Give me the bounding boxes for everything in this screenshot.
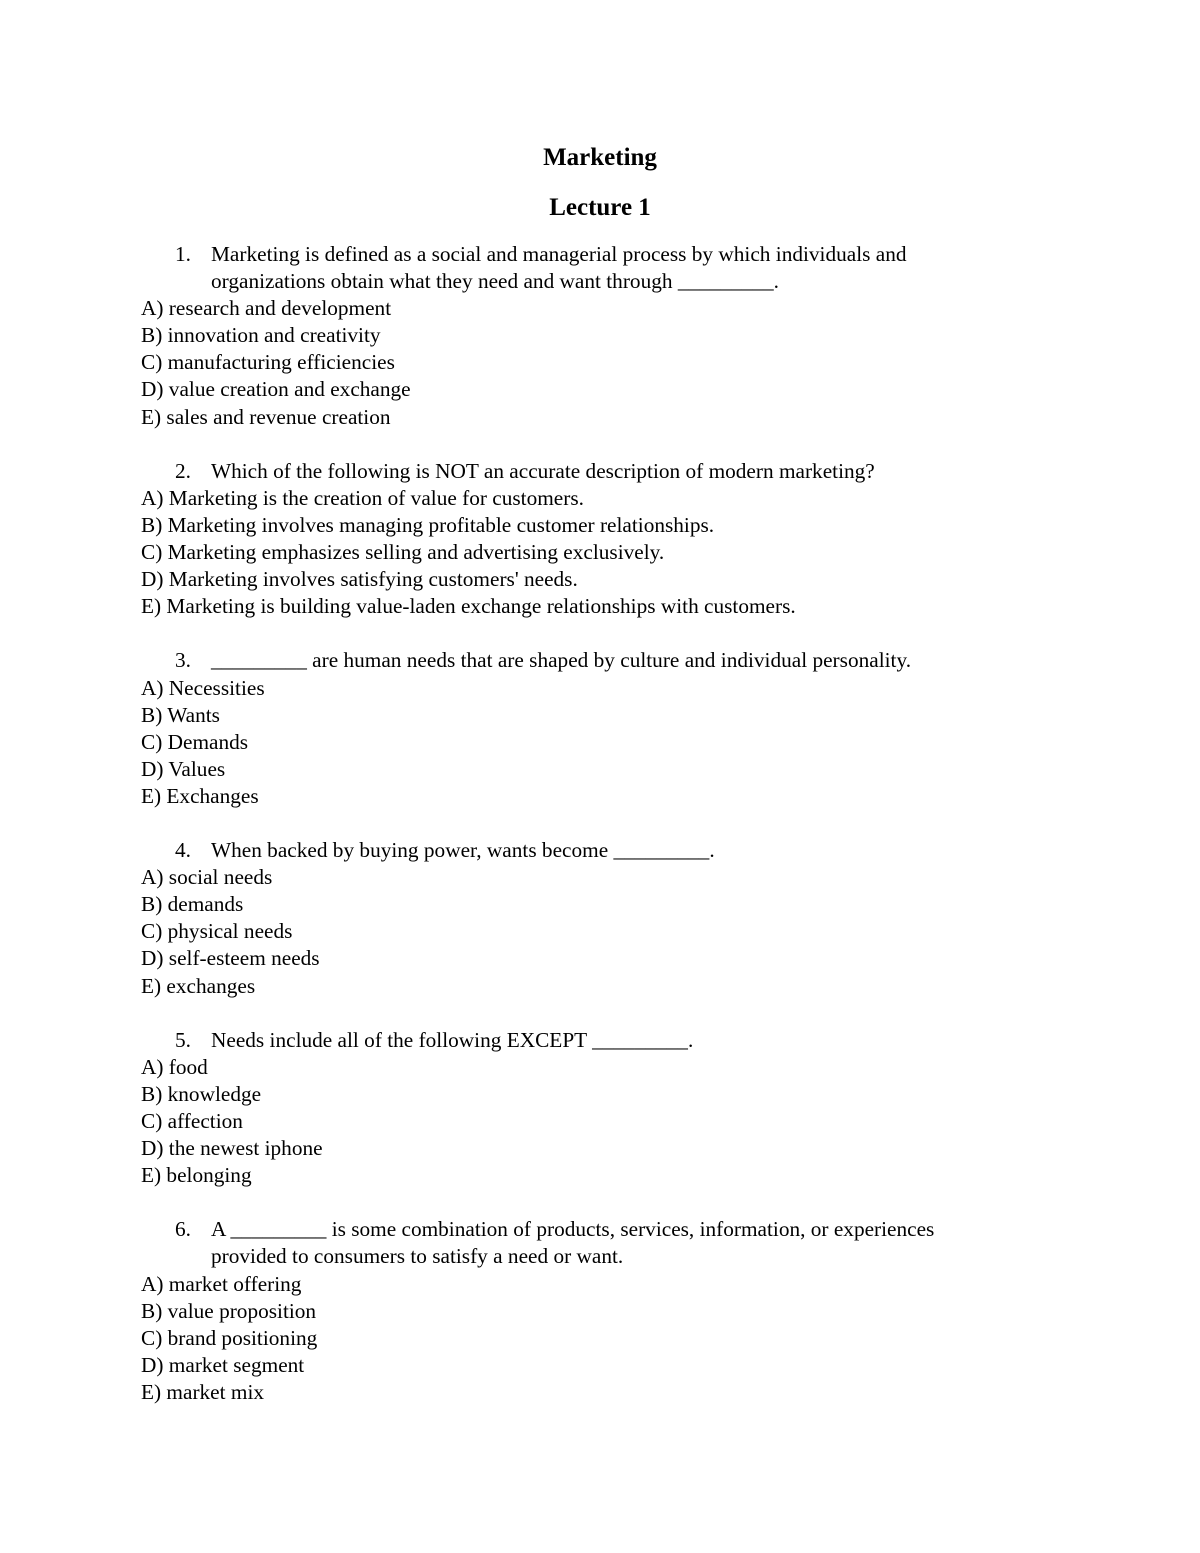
question-text-line: provided to consumers to satisfy a need or want. — [211, 1244, 624, 1269]
answer-option-a: A) market offering — [141, 1271, 302, 1296]
answer-option-b: B) demands — [141, 892, 244, 917]
answer-option-a: A) social needs — [141, 865, 273, 890]
question-text-line: Needs include all of the following EXCEPT _________. — [211, 1027, 694, 1052]
answer-option-c: C) physical needs — [141, 919, 293, 944]
answer-option-b: B) innovation and creativity — [141, 323, 381, 348]
question-5 — [141, 1027, 1041, 1190]
question-number: 3. — [175, 648, 191, 673]
answer-option-e: E) belonging — [141, 1163, 252, 1188]
answer-option-d: D) market segment — [141, 1352, 305, 1377]
document-subtitle: Lecture 1 — [549, 194, 651, 221]
question-stem — [141, 1027, 1041, 1054]
answer-option-d: D) self-esteem needs — [141, 946, 320, 971]
question-number: 5. — [175, 1027, 191, 1052]
answer-option-b: B) Wants — [141, 702, 220, 727]
answer-option-b: B) Marketing involves managing profitable customer relationships. — [141, 512, 715, 537]
answer-option-a: A) Necessities — [141, 675, 265, 700]
answer-option-b: B) value proposition — [141, 1298, 317, 1323]
question-text-line: Marketing is defined as a social and managerial process by which individuals and — [211, 242, 907, 266]
question-6 — [141, 1216, 1041, 1406]
question-1 — [141, 241, 1041, 431]
answer-option-a: A) Marketing is the creation of value for customers. — [141, 485, 584, 510]
answer-option-c: C) brand positioning — [141, 1325, 318, 1350]
question-stem — [141, 837, 1041, 864]
question-text-line: When backed by buying power, wants become _________. — [211, 838, 715, 863]
answer-option-e: E) sales and revenue creation — [141, 404, 391, 429]
answer-option-a: A) food — [141, 1054, 208, 1079]
answer-option-d: D) the newest iphone — [141, 1136, 323, 1161]
answer-option-e: E) Exchanges — [141, 783, 259, 808]
answer-option-e: E) market mix — [141, 1379, 265, 1404]
answer-option-d: D) Values — [141, 756, 226, 781]
question-number: 6. — [175, 1217, 191, 1242]
question-stem — [141, 647, 1041, 674]
answer-option-c: C) Marketing emphasizes selling and advertising exclusively. — [141, 540, 665, 565]
answer-option-e: E) exchanges — [141, 973, 256, 998]
answer-option-c: C) Demands — [141, 729, 249, 754]
question-4 — [141, 837, 1041, 1000]
question-3 — [141, 647, 1041, 810]
question-number: 2. — [175, 458, 191, 483]
question-number: 4. — [175, 838, 191, 863]
answer-option-d: D) Marketing involves satisfying customers' needs. — [141, 567, 578, 592]
question-stem — [141, 241, 1041, 295]
answer-option-e: E) Marketing is building value-laden exchange relationships with customers. — [141, 594, 796, 619]
answer-option-a: A) research and development — [141, 296, 392, 321]
question-text-line: Which of the following is NOT an accurate description of modern marketing? — [211, 458, 875, 483]
question-number: 1. — [175, 242, 191, 266]
question-text-line: _________ are human needs that are shaped by culture and individual personality. — [211, 648, 912, 673]
question-stem — [141, 1216, 1041, 1270]
document-title: Marketing — [543, 144, 657, 171]
answer-option-b: B) knowledge — [141, 1081, 262, 1106]
question-text-line: A _________ is some combination of products, services, information, or experiences — [211, 1217, 935, 1242]
question-list — [141, 241, 1041, 1406]
answer-option-c: C) manufacturing efficiencies — [141, 350, 395, 375]
question-2 — [141, 458, 1041, 621]
answer-option-d: D) value creation and exchange — [141, 377, 411, 402]
answer-option-c: C) affection — [141, 1109, 243, 1133]
question-stem — [141, 458, 1041, 485]
question-text-line: organizations obtain what they need and want through _________. — [211, 269, 779, 294]
